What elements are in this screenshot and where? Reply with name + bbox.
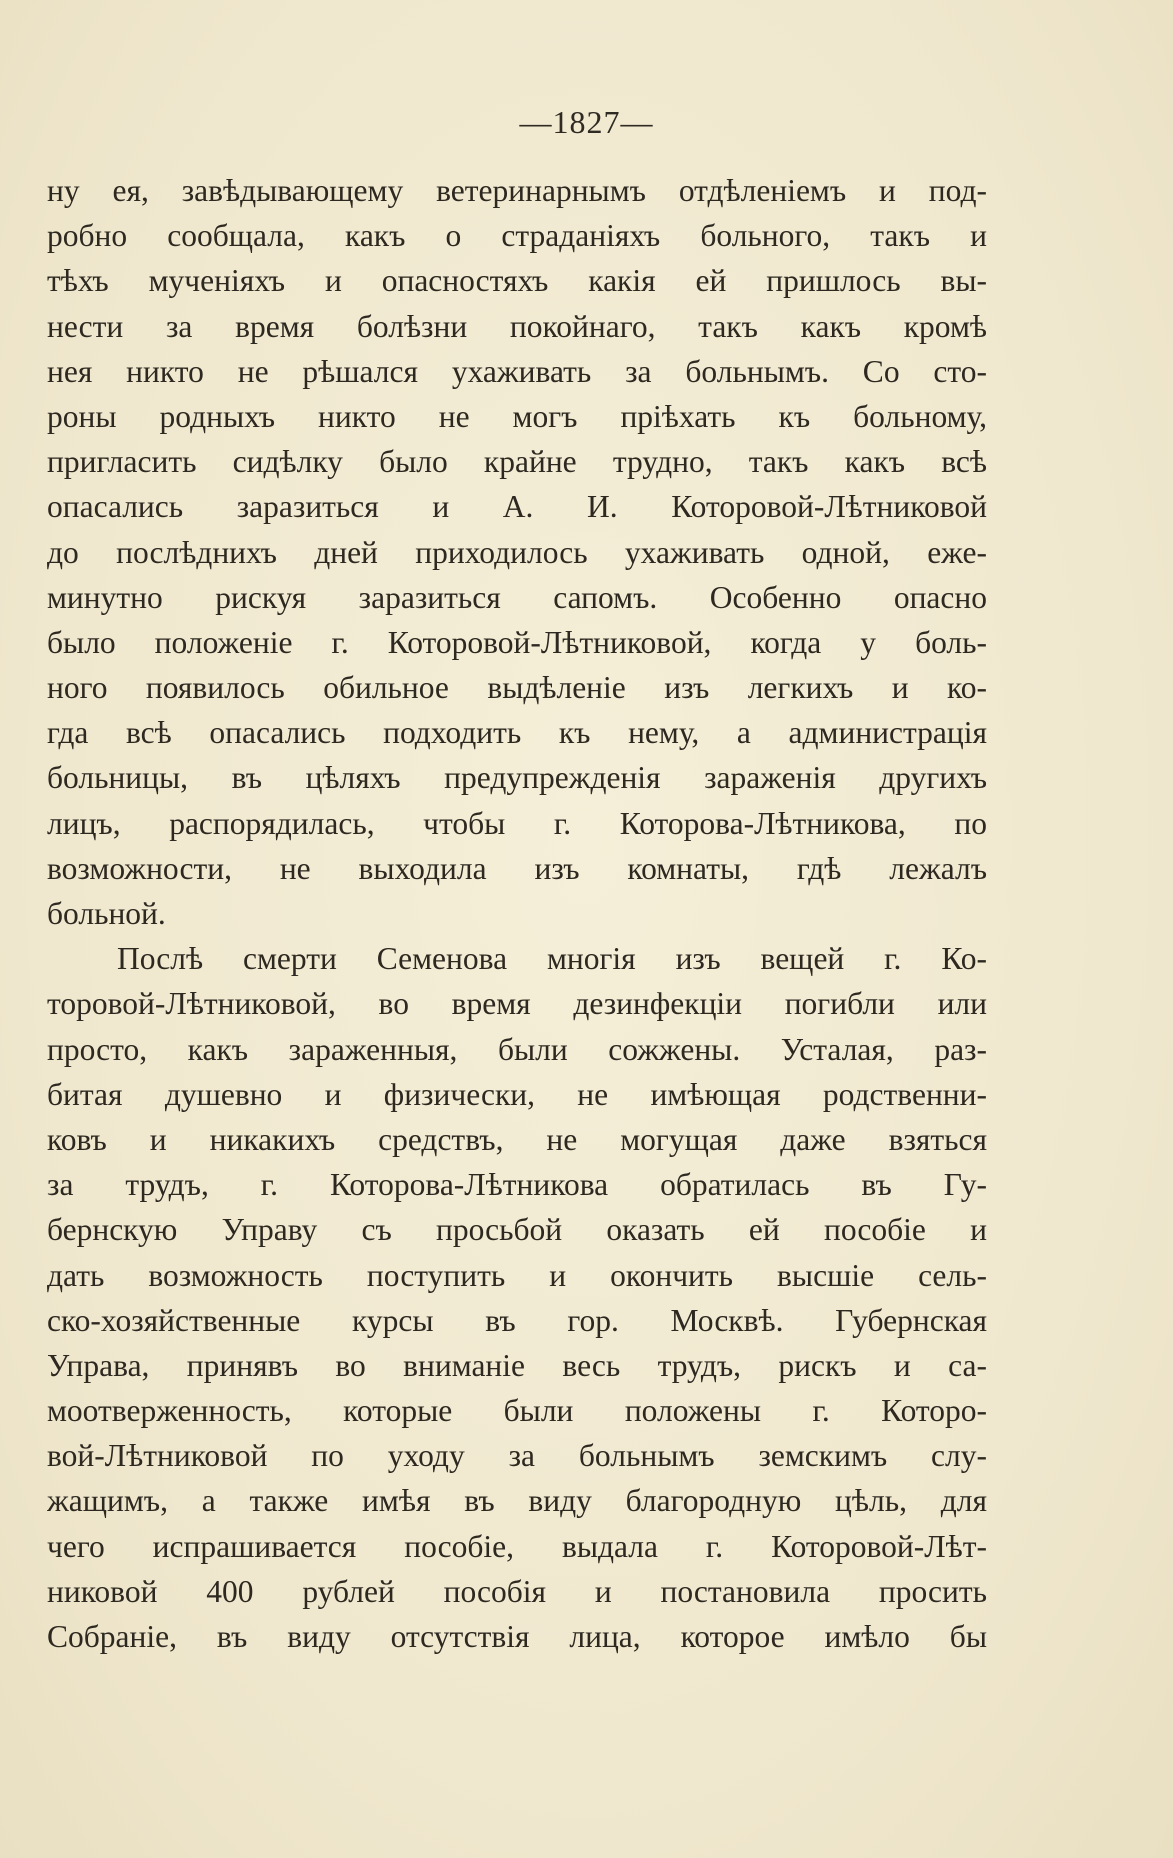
text-line: торовой-Лѣтниковой, во время дезинфекціи погибли или: [47, 986, 987, 1022]
text-line: просто, какъ зараженныя, были сожжены. Усталая, раз-: [47, 1031, 987, 1067]
text-line: гда всѣ опасались подходить къ нему, а администрація: [47, 715, 987, 751]
text-line: бернскую Управу съ просьбой оказать ей пособіе и: [47, 1212, 987, 1248]
text-line: Послѣ смерти Семенова многія изъ вещей г. Ко-: [117, 941, 987, 977]
text-line: пригласить сидѣлку было крайне трудно, такъ какъ всѣ: [47, 444, 987, 480]
text-line: тѣхъ мученіяхъ и опасностяхъ какія ей пришлось вы-: [47, 263, 987, 299]
text-line: битая душевно и физически, не имѣющая родственни-: [47, 1076, 987, 1112]
text-line: ного появилось обильное выдѣленіе изъ легкихъ и ко-: [47, 670, 987, 706]
body-text: [47, 168, 987, 1659]
text-line: больной.: [47, 896, 166, 931]
text-line: роны родныхъ никто не могъ пріѣхать къ больному,: [47, 398, 987, 434]
page-number: —1827—: [519, 104, 654, 140]
text-line: возможности, не выходила изъ комнаты, гдѣ лежалъ: [47, 850, 987, 886]
text-line: жащимъ, а также имѣя въ виду благородную цѣль, для: [47, 1483, 987, 1519]
text-line: чего испрашивается пособіе, выдала г. Которовой-Лѣт-: [47, 1528, 987, 1564]
text-line: Собраніе, въ виду отсутствія лица, которое имѣло бы: [47, 1619, 987, 1654]
text-line: минутно рискуя заразиться сапомъ. Особенно опасно: [47, 579, 987, 615]
text-line: до послѣднихъ дней приходилось ухаживать одной, еже-: [47, 534, 987, 570]
text-line: нести за время болѣзни покойнаго, такъ какъ кромѣ: [47, 308, 987, 344]
text-line: ковъ и никакихъ средствъ, не могущая даже взяться: [47, 1121, 987, 1157]
text-line: никовой 400 рублей пособія и постановила просить: [47, 1573, 987, 1609]
text-line: робно сообщала, какъ о страданіяхъ больного, такъ и: [47, 218, 987, 254]
text-line: лицъ, распорядилась, чтобы г. Которова-Лѣтникова, по: [47, 805, 987, 841]
text-line: ну ея, завѣдывающему ветеринарнымъ отдѣленіемъ и под-: [47, 173, 987, 208]
text-line: ско-хозяйственные курсы въ гор. Москвѣ. Губернская: [47, 1302, 987, 1338]
text-line: опасались заразиться и А. И. Которовой-Лѣтниковой: [47, 489, 987, 525]
text-line: больницы, въ цѣляхъ предупрежденія зараженія другихъ: [47, 760, 987, 796]
text-line: за трудъ, г. Которова-Лѣтникова обратилась въ Гу-: [47, 1167, 987, 1203]
text-line: вой-Лѣтниковой по уходу за больнымъ земскимъ слу-: [47, 1438, 987, 1474]
text-line: Управа, принявъ во вниманіе весь трудъ, рискъ и са-: [47, 1347, 987, 1383]
text-line: моотверженность, которые были положены г. Которо-: [47, 1393, 987, 1429]
text-line: было положеніе г. Которовой-Лѣтниковой, когда у боль-: [47, 624, 987, 660]
text-line: нея никто не рѣшался ухаживать за больнымъ. Со сто-: [47, 353, 987, 389]
text-line: дать возможность поступить и окончить высшіе сель-: [47, 1257, 987, 1293]
